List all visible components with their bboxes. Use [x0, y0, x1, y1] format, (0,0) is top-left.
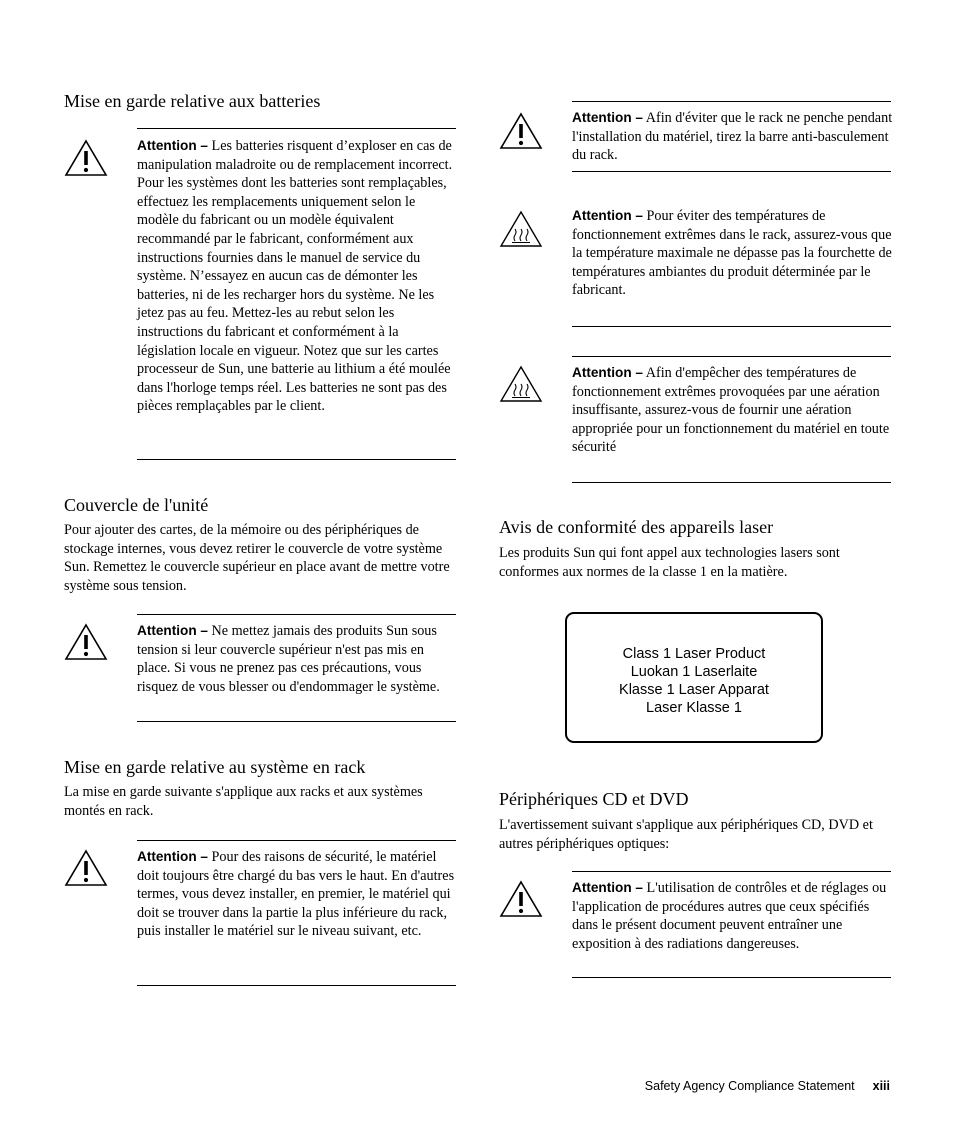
- notice-body: Afin d'empêcher des températures de fonctionnement extrêmes provoquées par une aération insuffisante, assurez-vous de fournir une aération appropriée pour un fonctionnement du matériel en toute sécurité: [572, 365, 890, 456]
- warning-triangle-icon: [64, 622, 108, 662]
- notice-text: [572, 364, 893, 457]
- page-number: xiii: [872, 1079, 890, 1093]
- notice-text: [572, 109, 893, 165]
- notice-body: Pour éviter des températures de fonctionnement extrêmes dans le rack, assurez-vous que la température maximale ne dépasse pas la fourchette de températures ambiantes du produit déterminée par le fabricant.: [572, 208, 892, 299]
- notice-top-rule: [137, 128, 456, 129]
- laser-paragraph: Les produits Sun qui font appel aux technologies lasers sont conformes aux normes de la classe 1 en la matière.: [499, 545, 840, 580]
- page-footer: [645, 1079, 890, 1093]
- hot-surface-icon: [499, 209, 543, 249]
- laser-heading: Avis de conformité des appareils laser: [499, 517, 774, 537]
- notice-text: [137, 848, 458, 941]
- laser-label-line: Laser Klasse 1: [646, 700, 742, 716]
- footer-title: Safety Agency Compliance Statement: [644, 1079, 855, 1093]
- cover-heading: Couvercle de l'unité: [64, 495, 209, 515]
- notice-body: L'utilisation de contrôles et de réglages ou l'application de procédures autres que ceux spécifiés dans le présent document peuvent entraîner une exposition à des radiations dangereuses.: [572, 880, 887, 952]
- laser-label-line: Luokan 1 Laserlaite: [630, 664, 758, 680]
- notice-text: [137, 622, 458, 696]
- notice-bottom-rule: [572, 482, 891, 483]
- notice-text: [137, 137, 458, 416]
- cd-heading: Périphériques CD et DVD: [499, 789, 689, 809]
- notice-top-rule: [137, 614, 456, 615]
- notice-top-rule: [572, 871, 891, 872]
- battery-heading: Mise en garde relative aux batteries: [64, 91, 321, 111]
- notice-lead: Attention –: [572, 110, 643, 125]
- notice-bottom-rule: [572, 171, 891, 172]
- notice-body: Ne mettez jamais des produits Sun sous tension si leur couvercle supérieur n'est pas mis en place. Si vous ne prenez pas ces précautions, vous risquez de vous blesser ou d'endommager le système.: [137, 623, 440, 695]
- cd-paragraph: L'avertissement suivant s'applique aux périphériques CD, DVD et autres périphériques optiques:: [499, 817, 873, 852]
- notice-body: Afin d'éviter que le rack ne penche pendant l'installation du matériel, tirez la barre anti-basculement du rack.: [572, 110, 893, 164]
- rack-paragraph: La mise en garde suivante s'applique aux racks et aux systèmes montés en rack.: [64, 784, 423, 819]
- warning-triangle-icon: [499, 879, 543, 919]
- notice-bottom-rule: [137, 985, 456, 986]
- notice-lead: Attention –: [137, 623, 208, 638]
- warning-triangle-icon: [499, 111, 543, 151]
- laser-label-line: Class 1 Laser Product: [622, 646, 766, 662]
- notice-lead: Attention –: [137, 138, 208, 153]
- laser-label-line: Klasse 1 Laser Apparat: [619, 682, 769, 698]
- warning-triangle-icon: [64, 848, 108, 888]
- notice-bottom-rule: [572, 977, 891, 978]
- cover-paragraph: Pour ajouter des cartes, de la mémoire ou des périphériques de stockage internes, vous devez retirer le couvercle de votre système Sun. Remettez le couvercle supérieur en place avant de mettre votre système sous tension.: [64, 522, 450, 594]
- notice-lead: Attention –: [572, 880, 643, 895]
- notice-body: Pour des raisons de sécurité, le matériel doit toujours être chargé du bas vers le haut. En d'autres termes, vous devez installer, en premier, le matériel qui doit se trouver dans la partie la plus inférieure du rack, puis installer le matériel sur le niveau suivant, etc.: [137, 849, 455, 940]
- hot-surface-icon: [499, 364, 543, 404]
- notice-bottom-rule: [137, 721, 456, 722]
- notice-body: Les batteries risquent d’exploser en cas de manipulation maladroite ou de remplacement incorrect. Pour les systèmes dont les batteries sont remplaçables, effectuez les remplacements uniquement selon le modèle du fabricant ou un modèle équivalent recommandé par le fabricant, conformément aux instructions fournies dans le manuel de service du système. N’essayez en aucun cas de démonter les batteries, ni de les recharger hors du système. Ne les jetez pas au feu. Mettez-les au rebut selon les instructions du fabricant et conformément à la législation locale en vigueur. Notez que sur les cartes processeur de Sun, une batterie au lithium a été moulée dans l'horloge temps réel. Les batteries ne sont pas des pièces remplaçables par le client.: [137, 138, 453, 415]
- notice-bottom-rule: [572, 326, 891, 327]
- notice-lead: Attention –: [572, 365, 643, 380]
- notice-top-rule: [572, 101, 891, 102]
- notice-lead: Attention –: [137, 849, 208, 864]
- notice-text: [572, 207, 893, 300]
- warning-triangle-icon: [64, 138, 108, 178]
- laser-class-label: [565, 612, 823, 743]
- notice-lead: Attention –: [572, 208, 643, 223]
- rack-heading: Mise en garde relative au système en rack: [64, 757, 366, 777]
- notice-top-rule: [572, 356, 891, 357]
- notice-bottom-rule: [137, 459, 456, 460]
- notice-text: [572, 879, 893, 953]
- notice-top-rule: [137, 840, 456, 841]
